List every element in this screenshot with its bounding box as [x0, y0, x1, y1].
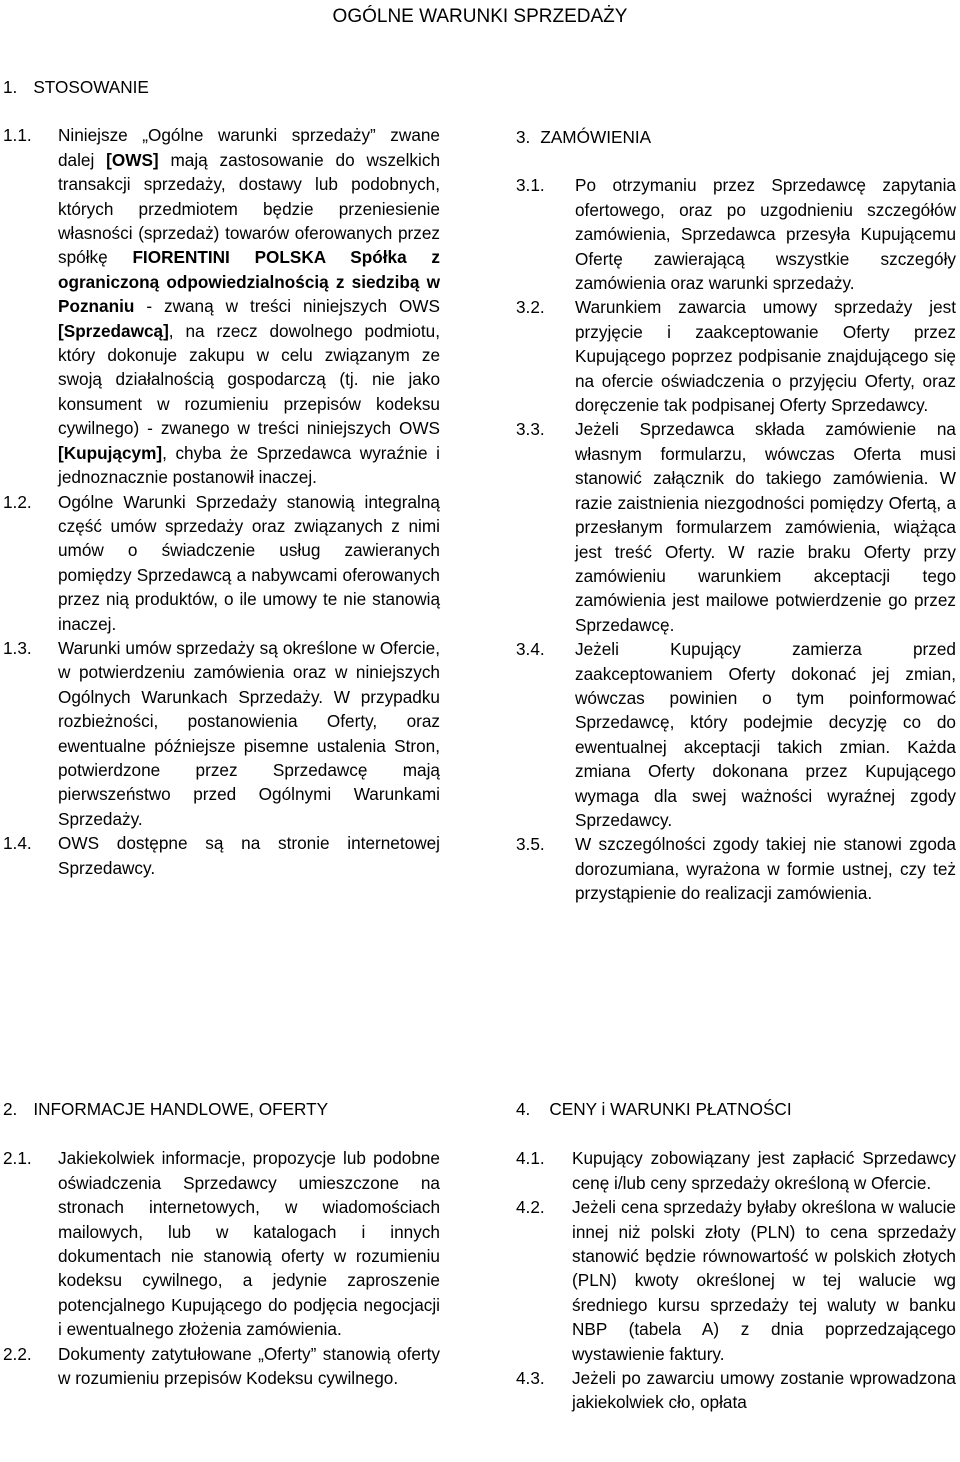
- clause-text: [58, 123, 440, 489]
- section-4: [516, 1097, 956, 1415]
- clause-text: OWS dostępne są na stronie internetowej Sprzedawcy.: [58, 833, 440, 878]
- defined-term-ows: [OWS]: [106, 149, 159, 170]
- section-4-heading: [516, 1097, 956, 1121]
- clause-number: 4.3.: [516, 1368, 545, 1389]
- section-2-heading: [3, 1097, 440, 1121]
- clause-text-part: - zwaną w treści niniejszych OWS: [134, 296, 440, 317]
- clause-number: 1.1.: [3, 125, 32, 146]
- section-title: CENY i WARUNKI PŁATNOŚCI: [549, 1099, 792, 1119]
- clause-text: Ogólne Warunki Sprzedaży stanowią integralną część umów sprzedaży oraz związanych z nimi umów o świadczenie usług zawieranych pomiędzy Sprzedawcą a nabywcami oferowanych przez nią produktów, o ile umowy te nie stanowią inaczej.: [58, 491, 440, 634]
- clause-text: Po otrzymaniu przez Sprzedawcę zapytania ofertowego, oraz po uzgodnieniu szczegółów zamówienia, Sprzedawca przesyła Kupującemu Ofertę zawierającą wszystkie szczegóły zamówienia oraz warunki sprzedaży.: [575, 175, 956, 294]
- clause-4-2: [516, 1195, 956, 1366]
- clause-text: Kupujący zobowiązany jest zapłacić Sprzedawcy cenę i/lub ceny sprzedaży określoną w Ofercie.: [572, 1148, 956, 1193]
- clause-1-3: [3, 636, 440, 831]
- clause-4-1: [516, 1146, 956, 1195]
- clause-2-2: [3, 1342, 440, 1391]
- clause-number: 1.3.: [3, 637, 32, 658]
- section-number: 3.: [516, 127, 531, 147]
- section-number: 1.: [3, 77, 18, 97]
- clause-text: Warunki umów sprzedaży są określone w Ofercie, w potwierdzeniu zamówienia oraz w niniejszych Ogólnych Warunkach Sprzedaży. W przypadku rozbieżności, postanowienia Oferty, oraz ewentualne późniejsze pisemne ustalenia Stron, potwierdzone przez Sprzedawcę mają pierwszeństwo przed Ogólnymi Warunkami Sprzedaży.: [58, 637, 440, 829]
- section-title: STOSOWANIE: [33, 77, 149, 97]
- clause-3-4: [516, 637, 956, 832]
- clause-text: Jeżeli Sprzedawca składa zamówienie na własnym formularzu, wówczas Oferta musi stanowić załącznik do takiego zamówienia. W razie zaistnienia niezgodności pomiędzy Ofertą, a przesłanym formularzem zamówienia, wiążąca jest treść Oferty. W razie braku Oferty przy zamówieniu warunkiem akceptacji tego zamówienia jest mailowe potwierdzenie go przez Sprzedawcę.: [575, 419, 956, 635]
- clause-text: Dokumenty zatytułowane „Oferty” stanowią oferty w rozumieniu przepisów Kodeksu cywilnego.: [58, 1343, 440, 1389]
- section-3-heading: [516, 125, 956, 149]
- clause-1-1: [3, 123, 440, 489]
- clause-text-part: , na rzecz dowolnego podmiotu, który dokonuje zakupu w celu związanym ze swoją działalnością gospodarczą (tj. nie jako konsument w rozumieniu przepisów kodeksu cywilnego) - zwanego w treści niniejszych OWS: [58, 320, 440, 439]
- clause-number: 3.1.: [516, 175, 545, 196]
- clause-3-5: [516, 832, 956, 905]
- clause-4-3: [516, 1366, 956, 1415]
- clause-text: W szczególności zgody takiej nie stanowi zgoda dorozumiana, wyrażona w formie ustnej, czy też przystąpienie do realizacji zamówienia.: [575, 834, 956, 904]
- clause-3-1: [516, 173, 956, 295]
- clause-text-part: Niniejsze „Ogólne warunki sprzedaży” zwane dalej: [58, 125, 440, 170]
- clause-number: 3.3.: [516, 419, 545, 440]
- clause-2-1: [3, 1146, 440, 1341]
- clause-number: 2.1.: [3, 1148, 32, 1169]
- clause-text: Jeżeli po zawarciu umowy zostanie wprowadzona jakiekolwiek cło, opłata: [572, 1368, 956, 1413]
- clause-number: 1.4.: [3, 833, 32, 854]
- clause-number: 2.2.: [3, 1343, 32, 1364]
- document-title: OGÓLNE WARUNKI SPRZEDAŻY: [332, 6, 628, 27]
- section-title: ZAMÓWIENIA: [540, 127, 652, 147]
- clause-text: Warunkiem zawarcia umowy sprzedaży jest przyjęcie i zaakceptowanie Oferty przez Kupującego poprzez podpisanie znajdującego się na ofercie oświadczenia o przyjęciu Oferty, oraz doręczenie tak podpisanej Oferty Sprzedawcy.: [575, 297, 956, 416]
- clause-text: Jeżeli cena sprzedaży byłaby określona w walucie innej niż polski złoty (PLN) to cena sprzedaży stanowić będzie równowartość w polskich złotych (PLN) kwoty określonej w tej walucie wg średniego kursu sprzedaży tej waluty w banku NBP (tabela A) z dnia poprzedzającego wystawienie faktury.: [572, 1197, 956, 1364]
- section-number: 4.: [516, 1099, 531, 1119]
- clause-text: Jakiekolwiek informacje, propozycje lub podobne oświadczenia Sprzedawcy umieszczone na stronach internetowych, w wiadomościach mailowych, lub w katalogach i innych dokumentach nie stanowią oferty w rozumieniu kodeksu cywilnego, a jedynie zaproszenie potencjalnego Kupującego do podjęcia negocjacji i ewentualnego złożenia zamówienia.: [58, 1148, 440, 1340]
- clause-number: 4.2.: [516, 1197, 545, 1218]
- section-2: [3, 1097, 440, 1390]
- section-number: 2.: [3, 1099, 18, 1119]
- section-1: [3, 75, 440, 880]
- clause-number: 4.1.: [516, 1148, 545, 1169]
- company-name: FIORENTINI POLSKA Spółka z ograniczoną odpowiedzialnością z siedzibą w Poznaniu: [58, 247, 440, 317]
- defined-term-seller: [Sprzedawcą]: [58, 320, 169, 341]
- clause-text-part: mają zastosowanie do wszelkich transakcji sprzedaży, dostawy lub podobnych, których przedmiotem będzie przeniesienie własności (sprzedaż) towarów oferowanych przez spółkę: [58, 149, 440, 268]
- clause-1-4: [3, 831, 440, 880]
- section-title: INFORMACJE HANDLOWE, OFERTY: [33, 1099, 329, 1119]
- clause-text-part: , chyba że Sprzedawca wyraźnie i jednoznacznie postanowił inaczej.: [58, 442, 440, 488]
- clause-number: 1.2.: [3, 491, 32, 512]
- clause-number: 3.4.: [516, 639, 545, 660]
- clause-3-2: [516, 295, 956, 417]
- clause-1-2: [3, 490, 440, 636]
- clause-text: Jeżeli Kupujący zamierza przed zaakceptowaniem Oferty dokonać jej zmian, wówczas powinien o tym poinformować Sprzedawcę, który podejmie decyzję co do ewentualnej akceptacji takich zmian. Każda zmiana Oferty dokonana przez Kupującego wymaga dla swej ważności wyraźnej zgody Sprzedawcy.: [575, 639, 956, 830]
- section-3: [516, 125, 956, 906]
- clause-3-3: [516, 417, 956, 637]
- clause-number: 3.5.: [516, 834, 545, 855]
- section-1-heading: [3, 75, 440, 99]
- clause-number: 3.2.: [516, 297, 545, 318]
- defined-term-buyer: [Kupującym]: [58, 442, 163, 463]
